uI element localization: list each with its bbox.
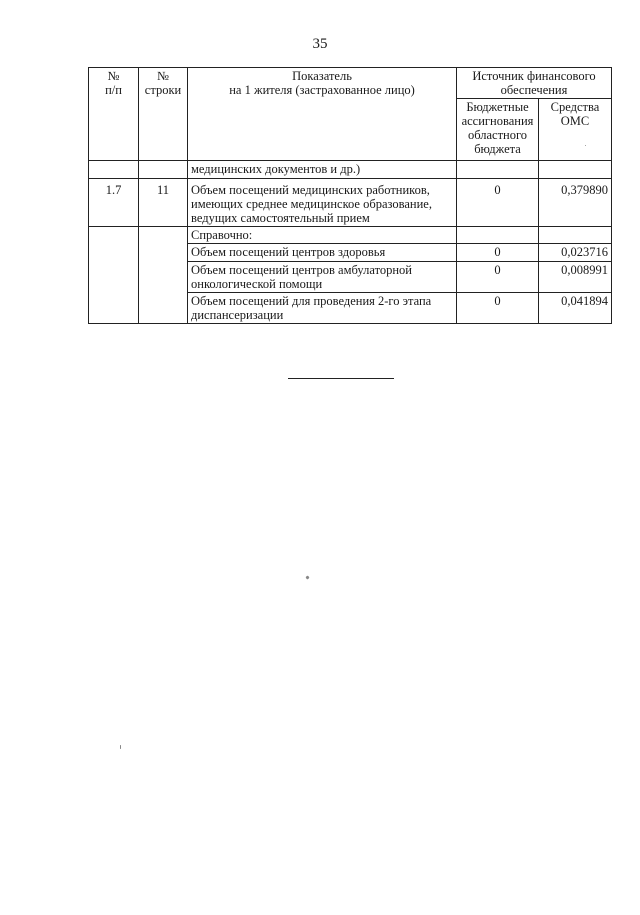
header-oms: Средства ОМС xyxy=(539,99,612,161)
cell-budget: 0 xyxy=(457,244,539,262)
cell-budget xyxy=(457,161,539,179)
cell-num xyxy=(89,161,139,179)
header-source-group: Источник финансового обеспечения xyxy=(457,68,612,99)
cell-indicator: Объем посещений центров амбулаторной онкологической помощи xyxy=(188,262,457,293)
cell-line xyxy=(139,161,188,179)
cell-indicator: Справочно: xyxy=(188,227,457,244)
table-row xyxy=(89,161,612,179)
scan-speck xyxy=(305,575,309,579)
table-row xyxy=(89,227,612,244)
cell-num: 1.7 xyxy=(89,179,139,227)
header-num: № п/п xyxy=(89,68,139,161)
page-number: 35 xyxy=(312,36,328,52)
table-header-row xyxy=(89,68,612,99)
cell-budget: 0 xyxy=(457,293,539,324)
cell-line: 11 xyxy=(139,179,188,227)
financing-table xyxy=(88,67,612,324)
cell-num xyxy=(89,227,139,324)
cell-oms xyxy=(539,227,612,244)
header-indicator: Показатель на 1 жителя (застрахованное лицо) xyxy=(188,68,457,161)
cell-indicator: медицинских документов и др.) xyxy=(188,161,457,179)
cell-oms xyxy=(539,161,612,179)
cell-line xyxy=(139,227,188,324)
cell-budget: 0 xyxy=(457,262,539,293)
scan-speck xyxy=(120,745,121,749)
cell-indicator: Объем посещений для проведения 2-го этапа диспансеризации xyxy=(188,293,457,324)
cell-indicator: Объем посещений центров здоровья xyxy=(188,244,457,262)
table-row xyxy=(89,179,612,227)
cell-oms: 0,379890 xyxy=(539,179,612,227)
cell-oms: 0,023716 xyxy=(539,244,612,262)
header-budget: Бюджетные ассигнования областного бюджета xyxy=(457,99,539,161)
scan-speck xyxy=(585,145,586,146)
header-line-number: № строки xyxy=(139,68,188,161)
end-divider-line xyxy=(288,378,394,379)
cell-budget xyxy=(457,227,539,244)
cell-indicator: Объем посещений медицинских работников, имеющих среднее медицинское образование, ведущих самостоятельный прием xyxy=(188,179,457,227)
cell-oms: 0,008991 xyxy=(539,262,612,293)
cell-budget: 0 xyxy=(457,179,539,227)
cell-oms: 0,041894 xyxy=(539,293,612,324)
